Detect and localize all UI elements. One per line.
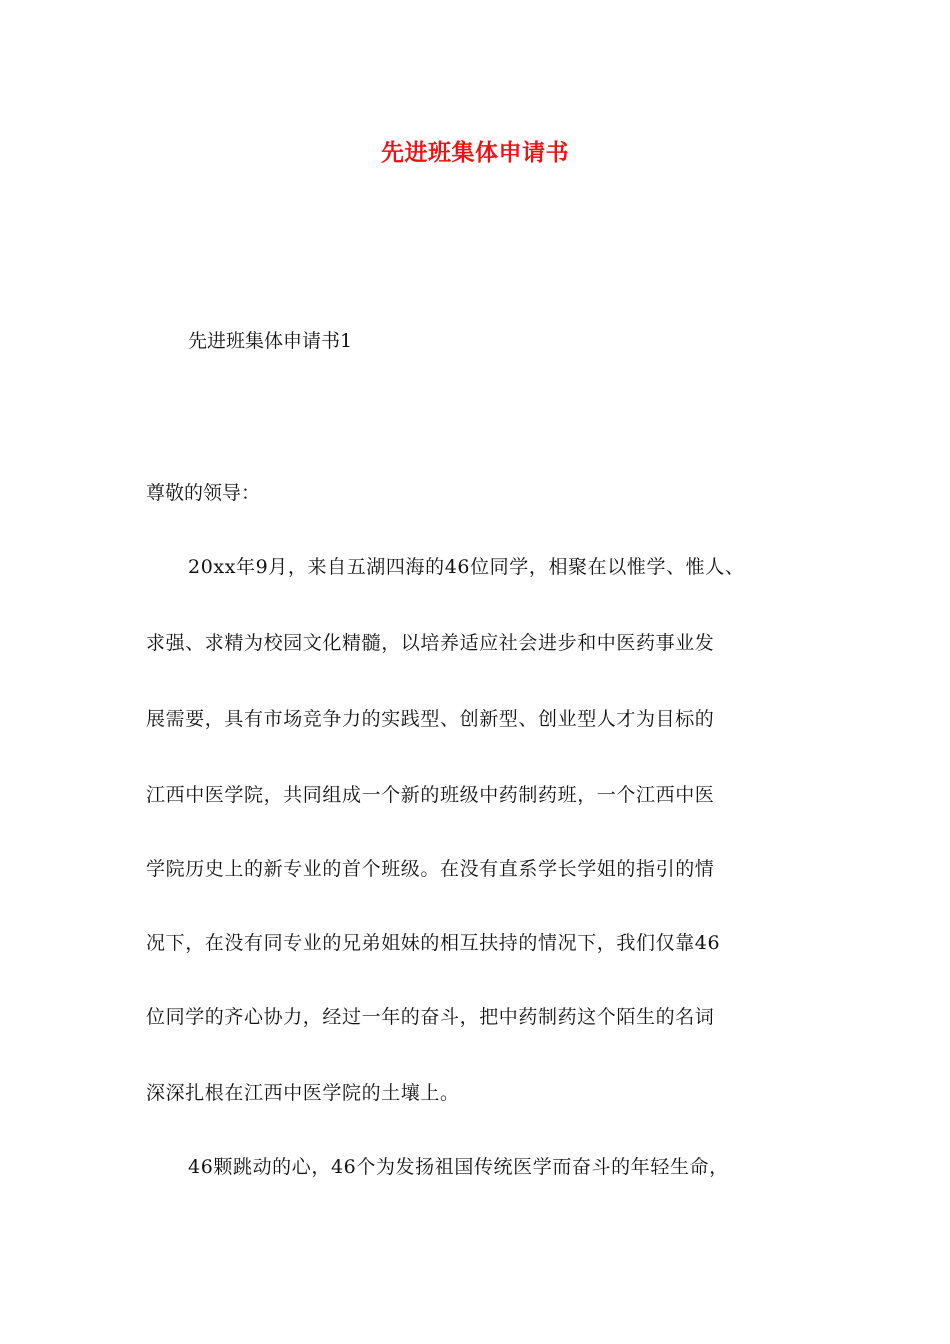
salutation: 尊敬的领导：: [146, 482, 261, 504]
paragraph-line: 学院历史上的新专业的首个班级。在没有直系学长学姐的指引的情: [146, 858, 715, 880]
paragraph-line: 20xx年9月，来自五湖四海的46位同学，相聚在以惟学、惟人、: [188, 556, 745, 578]
document-title: 先进班集体申请书: [381, 140, 569, 166]
paragraph-line: 46颗跳动的心，46个为发扬祖国传统医学而奋斗的年轻生命，: [188, 1156, 729, 1178]
paragraph-line: 位同学的齐心协力，经过一年的奋斗，把中药制药这个陌生的名词: [146, 1006, 715, 1028]
paragraph-line: 况下，在没有同专业的兄弟姐妹的相互扶持的情况下，我们仅靠46: [146, 932, 721, 954]
paragraph-line: 展需要，具有市场竞争力的实践型、创新型、创业型人才为目标的: [146, 708, 715, 730]
paragraph-line: 江西中医学院，共同组成一个新的班级中药制药班，一个江西中医: [146, 784, 715, 806]
document-subtitle: 先进班集体申请书1: [188, 330, 353, 352]
paragraph-line: 求强、求精为校园文化精髓，以培养适应社会进步和中医药事业发: [146, 632, 715, 654]
paragraph-line: 深深扎根在江西中医学院的土壤上。: [146, 1082, 460, 1104]
